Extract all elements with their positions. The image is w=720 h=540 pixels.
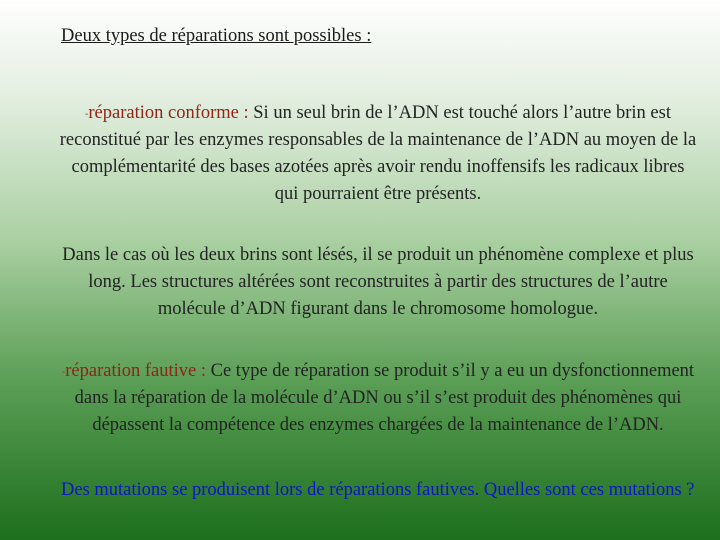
paragraph-text: Dans le cas où les deux brins sont lésés, il se produit un phénomène complexe et plus long. Les structures altérées sont reconstruites à partir des structures de l’autre molécule d’ADN figurant dans le chromosome homologue.	[62, 245, 694, 319]
term-faulty-repair: réparation fautive :	[65, 361, 206, 381]
slide-title: Deux types de réparations sont possibles :	[61, 26, 372, 46]
paragraph-text: Si un seul brin de l’ADN est touché alors l’autre brin est reconstitué par les enzymes responsables de la maintenance de l’ADN au moyen de la complémentarité des bases azotées après avoir rendu inoffensifs les radicaux libres qui pourraient être présents.	[59, 103, 697, 205]
bullet-dash: -	[61, 366, 66, 378]
bullet-dash: -	[85, 108, 89, 120]
paragraph-text: Ce type de réparation se produit s’il y a eu un dysfonctionnement dans la réparation de la molécule d’ADN ou s’il s’est produit des phénomènes qui dépassent la compétence des enzymes chargées de la maintenance de l’ADN.	[74, 361, 695, 436]
term-conforming-repair: réparation conforme :	[88, 103, 249, 123]
closing-question: Des mutations se produisent lors de réparations fautives. Quelles sont ces mutations ?	[61, 480, 695, 500]
paragraph-double-strand	[58, 242, 698, 323]
paragraph-conforming-repair	[58, 100, 698, 208]
paragraph-faulty-repair	[58, 358, 698, 439]
